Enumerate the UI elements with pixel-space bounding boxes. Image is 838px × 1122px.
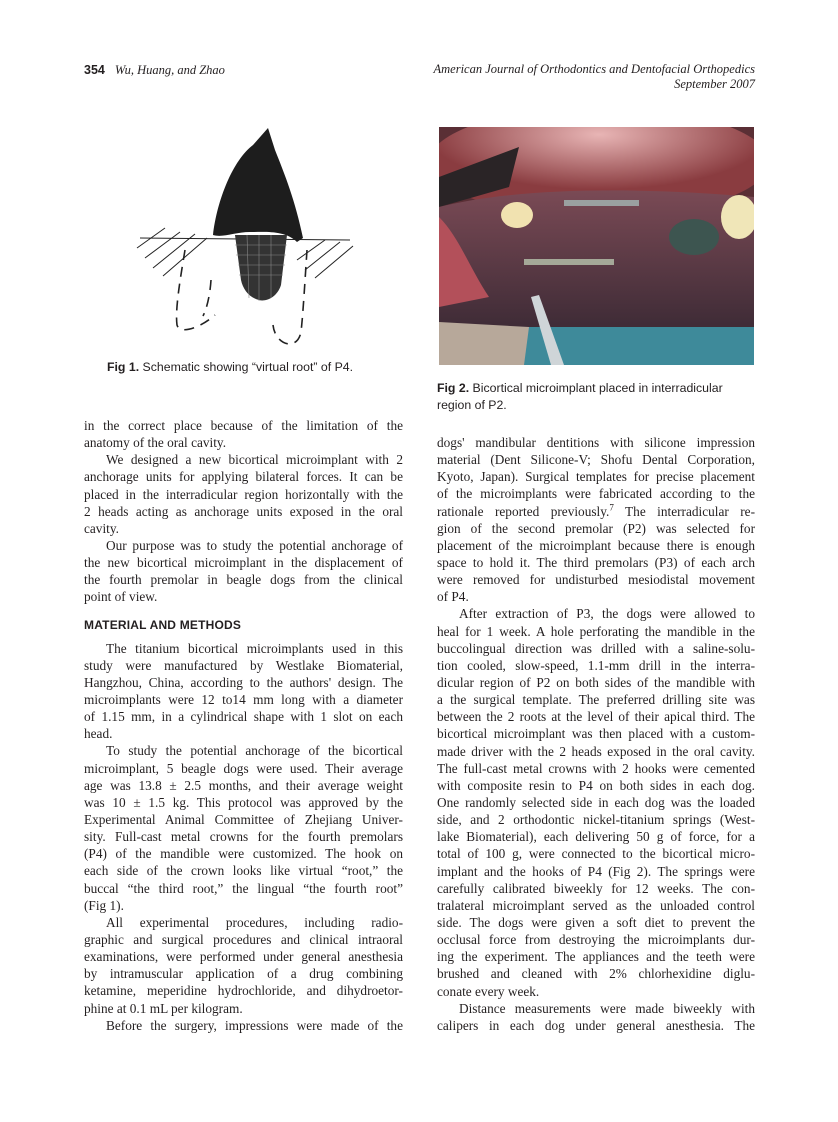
text-line: side. The dogs were given a soft diet to prevent the — [437, 914, 755, 930]
text-line: was 10 ± 1.5 kg. This protocol was approved by the — [84, 794, 403, 810]
reference-superscript: 7 — [609, 502, 614, 513]
paragraph — [437, 434, 755, 605]
text-line: Before the surgery, impressions were made of the — [106, 1017, 403, 1033]
text-line: placed in the interradicular region horizontally with the — [84, 486, 403, 502]
text-line: buccal “the third root,” the lingual “the fourth root” — [84, 880, 403, 896]
text-line: a the surgical template. The preferred drilling site was — [437, 692, 755, 708]
text-line: buccolingual direction was drilled with a saline-solu- — [437, 640, 755, 656]
paragraph — [437, 1000, 755, 1034]
text-line: tion cooled, slow-speed, 1.1-mm drill in the interra- — [437, 657, 755, 673]
text-line: of P4. — [437, 589, 469, 605]
text-line: To study the potential anchorage of the bicortical — [106, 743, 403, 759]
text-line: microimplant, 5 beagle dogs were used. Their average — [84, 760, 403, 776]
text-line: with composite resin to P4 on both sides in each dog. — [437, 777, 755, 793]
text-line: cavity. — [84, 520, 119, 536]
text-line: One randomly selected side in each dog was the loaded — [437, 794, 755, 810]
text-line: 2 heads acting as anchorage units exposed in the oral — [84, 503, 403, 519]
text-line — [437, 503, 755, 520]
text-line: of 1.15 mm, in a cylindrical shape with 1 slot on each — [84, 709, 403, 725]
text-line: (Fig 1). — [84, 897, 124, 913]
text-line: graphic and surgical procedures and clinical intraoral — [84, 931, 403, 947]
text-line: tralateral microimplant served as the unloaded control — [437, 897, 755, 913]
text-fragment: The interradicular re- — [613, 503, 755, 519]
text-line: Kyoto, Japan). Surgical templates for precise placement — [437, 469, 755, 485]
text-line: All experimental procedures, including radio- — [106, 914, 403, 930]
text-line: dicular region of P2 on both sides of the mandible with — [437, 674, 755, 690]
section-heading: MATERIAL AND METHODS — [84, 617, 242, 632]
text-line: After extraction of P3, the dogs were allowed to — [459, 606, 755, 622]
paragraph — [84, 1017, 403, 1034]
text-line: material (Dent Silicone-V; Shofu Dental Corporation, — [437, 452, 755, 468]
text-line: phine at 0.1 mL per kilogram. — [84, 1000, 243, 1016]
text-line: ing the experiment. The appliances and the teeth were — [437, 949, 755, 965]
paragraph — [84, 914, 403, 1017]
fig2-photo — [439, 127, 754, 365]
text-line: heal for 1 week. A hole perforating the mandible in the — [437, 623, 755, 639]
text-line: made driver with the 2 heads exposed in the oral cavity. — [437, 743, 755, 759]
fig1-caption-text: Schematic showing “virtual root” of P4. — [142, 360, 354, 374]
text-line: side, and 2 orthodontic nickel-titanium springs (West- — [437, 812, 755, 828]
text-line: anatomy of the oral cavity. — [84, 435, 227, 451]
text-line: implant and the hooks of P4 (Fig 2). The springs were — [437, 863, 755, 879]
fig1-label: Fig 1. — [107, 360, 140, 374]
fig1-caption — [107, 359, 353, 376]
text-line: anchorage units for applying bilateral forces. It can be — [84, 469, 403, 485]
text-line: bicortical microimplant was then placed with a custom- — [437, 726, 755, 742]
left-text-column — [84, 417, 403, 1034]
text-line: brushed and cleaned with 2% chlorhexidine diglu- — [437, 966, 755, 982]
fig2-caption-line: region of P2. — [437, 398, 507, 412]
issue-date: September 2007 — [674, 77, 755, 91]
text-line: age was 13.8 ± 2.5 months, and their average weight — [84, 777, 403, 793]
paragraph — [84, 451, 403, 537]
running-header-left — [84, 61, 225, 79]
text-line: Experimental Animal Committee of Zhejiang Univer- — [84, 811, 403, 827]
text-line: carefully calibrated biweekly for 12 weeks. The con- — [437, 880, 755, 896]
text-line: gion of the second premolar (P2) was selected for — [437, 520, 755, 536]
text-line: examinations, were performed under general anesthesia — [84, 949, 403, 965]
text-line: conate every week. — [437, 983, 540, 999]
page-number: 354 — [84, 63, 105, 77]
text-line: microimplants were 12 to14 mm long with a diameter — [84, 691, 403, 707]
text-line: The titanium bicortical microimplants used in this — [106, 640, 403, 656]
text-line: Hangzhou, China, according to the authors' design. The — [84, 674, 403, 690]
text-line: space to hold it. The third premolars (P3) of each arch — [437, 554, 755, 570]
fig2-photo-illustration — [439, 127, 754, 365]
text-line: each side of the crown looks like virtual “root,” the — [84, 863, 403, 879]
text-line: total of 100 g, were connected to the bicortical micro- — [437, 846, 755, 862]
text-line: calipers in each dog under general anesthesia. The — [437, 1017, 755, 1033]
right-text-column — [437, 434, 755, 1034]
running-authors: Wu, Huang, and Zhao — [114, 63, 225, 77]
fig1-schematic-drawing — [125, 120, 365, 355]
text-line: The full-cast metal crowns with 2 hooks were cemented — [437, 760, 755, 776]
text-line: Our purpose was to study the potential anchorage of — [106, 537, 403, 553]
text-line: We designed a new bicortical microimplant with 2 — [106, 452, 403, 468]
fig2-caption-line: Bicortical microimplant placed in interradicular — [472, 381, 723, 395]
paragraph — [84, 640, 403, 743]
text-line: ketamine, meperidine hydrochloride, and dihydroetor- — [84, 983, 403, 999]
fig2-caption — [437, 380, 757, 414]
text-line: in the correct place because of the limitation of the — [84, 418, 403, 433]
text-line: point of view. — [84, 589, 158, 605]
paragraph — [84, 537, 403, 606]
text-line: sity. Full-cast metal crowns for the fourth premolars — [84, 829, 403, 845]
paragraph — [437, 605, 755, 999]
paragraph — [84, 742, 403, 913]
text-line: head. — [84, 726, 113, 742]
text-line: lake Biomaterial), each delivering 50 g of force, for a — [437, 829, 755, 845]
text-line: (P4) of the mandible were customized. The hook on — [84, 846, 403, 862]
text-line: between the 2 roots at the level of their apical third. The — [437, 709, 755, 725]
text-line: Distance measurements were made biweekly with — [459, 1000, 755, 1016]
text-line: dogs' mandibular dentitions with silicone impression — [437, 435, 755, 450]
text-line: of the microimplants were fabricated according to the — [437, 486, 755, 502]
text-line: were removed for undisturbed mesiodistal movement — [437, 572, 755, 588]
text-fragment: rationale reported previously. — [437, 503, 610, 519]
text-line: occlusal force from destroying the microimplants dur- — [437, 932, 755, 948]
fig2-label: Fig 2. — [437, 381, 470, 395]
text-line: the new bicortical microimplant in the displacement of — [84, 555, 403, 571]
paragraph — [84, 417, 403, 451]
text-line: study were manufactured by Westlake Biomaterial, — [84, 657, 403, 673]
running-header-right — [434, 62, 756, 92]
journal-name: American Journal of Orthodontics and Dentofacial Orthopedics — [433, 62, 755, 76]
text-line: by intramuscular application of a drug combining — [84, 966, 403, 982]
text-line: placement of the microimplant because there is enough — [437, 537, 755, 553]
text-line: the fourth premolar in beagle dogs from the clinical — [84, 572, 403, 588]
